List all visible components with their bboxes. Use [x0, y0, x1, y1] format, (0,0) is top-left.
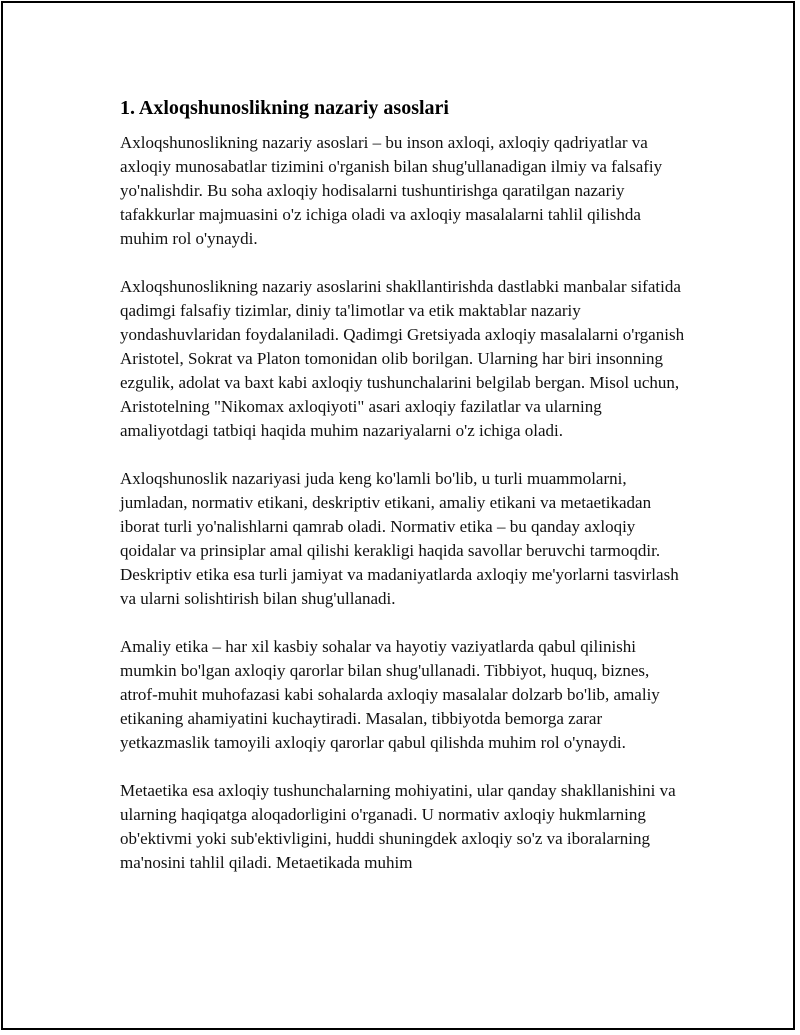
section-heading: 1. Axloqshunoslikning nazariy asoslari: [120, 97, 449, 119]
paragraph-2: Axloqshunoslikning nazariy asoslarini shakllantirishda dastlabki manbalar sifatida qadimgi falsafiy tizimlar, diniy ta'limotlar va etik maktablar nazariy yondashuvlaridan foydalaniladi. Qadimgi Gretsiyada axloqiy masalalarni o'rganish Aristotel, Sokrat va Platon tomonidan olib borilgan. Ularning har biri insonning ezgulik, adolat va baxt kabi axloqiy tushunchalarini belgilab bergan. Misol uchun, Aristotelning "Nikomax axloqiyoti" asari axloqiy fazilatlar va ularning amaliyotdagi tatbiqi haqida muhim nazariyalarni o'z ichiga oladi.: [120, 277, 685, 440]
paragraph-1: Axloqshunoslikning nazariy asoslari – bu inson axloqi, axloqiy qadriyatlar va axloqiy munosabatlar tizimini o'rganish bilan shug'ullanadigan ilmiy va falsafiy yo'nalishdir. Bu soha axloqiy hodisalarni tushuntirishga qaratilgan nazariy tafakkurlar majmuasini o'z ichiga oladi va axloqiy masalalarni tahlil qilishda muhim rol o'ynaydi.: [120, 133, 663, 248]
paragraph-3: Axloqshunoslik nazariyasi juda keng ko'lamli bo'lib, u turli muammolarni, jumladan, normativ etikani, deskriptiv etikani, amaliy etikani va metaetikadan iborat turli yo'nalishlarni qamrab oladi. Normativ etika – bu qanday axloqiy qoidalar va prinsiplar amal qilishi kerakligi haqida savollar beruvchi tarmoqdir. Deskriptiv etika esa turli jamiyat va madaniyatlarda axloqiy me'yorlarni tasvirlash va ularni solishtirish bilan shug'ullanadi.: [120, 469, 679, 608]
paragraph-5: Metaetika esa axloqiy tushunchalarning mohiyatini, ular qanday shakllanishini va ularning haqiqatga aloqadorligini o'rganadi. U normativ axloqiy hukmlarning ob'ektivmi yoki sub'ektivligini, huddi shuningdek axloqiy so'z va iboralarning ma'nosini tahlil qiladi. Metaetikada muhim: [120, 781, 676, 872]
document-page: [1, 1, 795, 1030]
paragraph-4: Amaliy etika – har xil kasbiy sohalar va hayotiy vaziyatlarda qabul qilinishi mumkin bo'lgan axloqiy qarorlar bilan shug'ullanadi. Tibbiyot, huquq, biznes, atrof-muhit muhofazasi kabi sohalarda axloqiy masalalar dolzarb bo'lib, amaliy etikaning ahamiyatini kuchaytiradi. Masalan, tibbiyotda bemorga zarar yetkazmaslik tamoyili axloqiy qarorlar qabul qilishda muhim rol o'ynaydi.: [120, 637, 660, 752]
document-content: [120, 95, 690, 899]
